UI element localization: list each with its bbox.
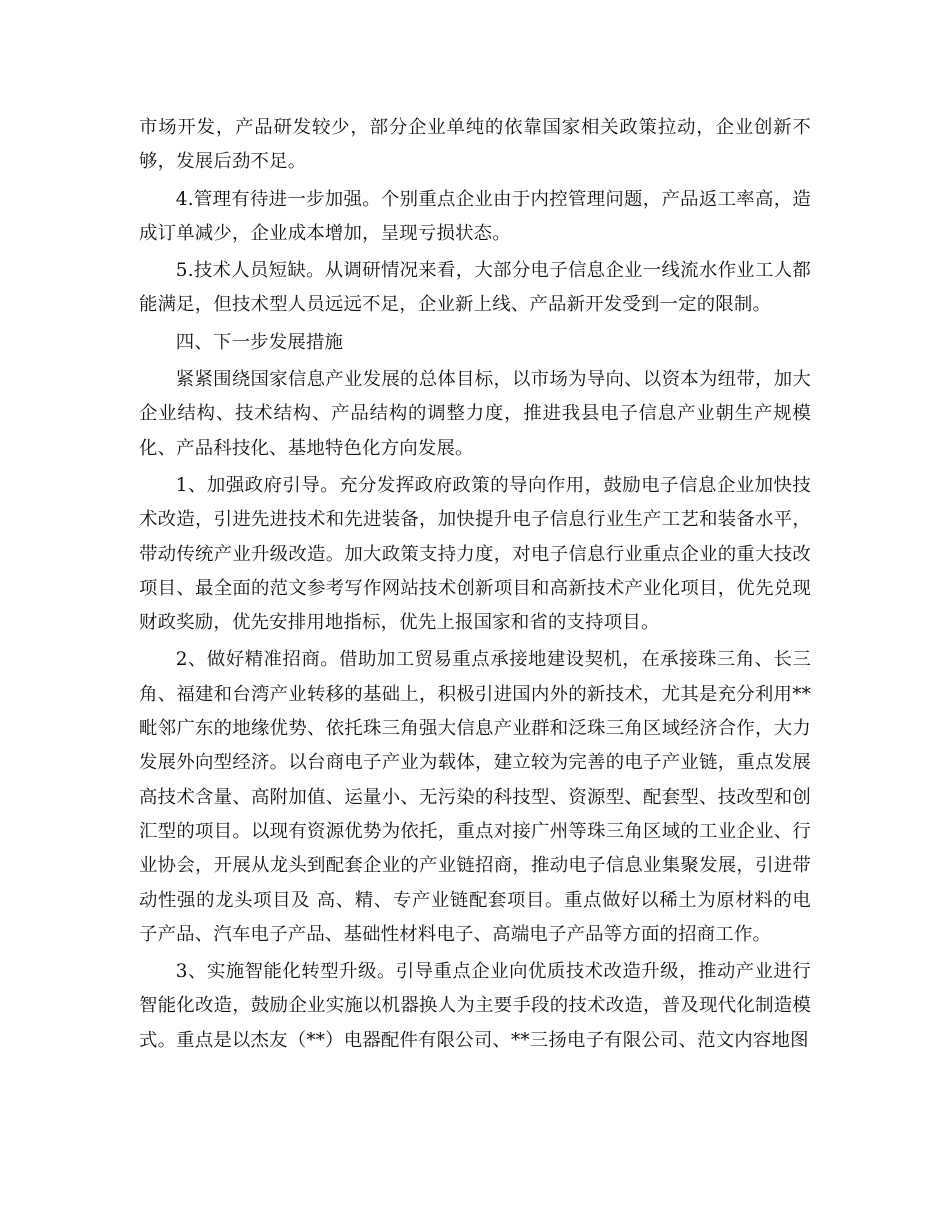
paragraph-overall-goal: 紧紧围绕国家信息产业发展的总体目标，以市场为导向、以资本为纽带，加大企业结构、技术结构、产品结构的调整力度，推进我县电子信息产业朝生产规模化、产品科技化、基地特色化方向发展。 — [139, 369, 811, 459]
paragraph-investment-attraction: 2、做好精准招商。借助加工贸易重点承接地建设契机，在承接珠三角、长三角、福建和台湾产业转移的基础上，积极引进国内外的新技术，尤其是充分利用**毗邻广东的地缘优势、依托珠三角强大信息产业群和泛珠三角区域经济合作，大力发展外向型经济。以台商电子产业为载体，建立较为完善的电子产业链，重点发展高技术含量、高附加值、运量小、无污染的科技型、资源型、配套型、技改型和创汇型的项目。以现有资源优势为依托，重点对接广州等珠三角区域的工业企业、行业协会，开展从龙头到配套企业的产业链招商，推动电子信息业集聚发展，引进带动性强的龙头项目及 高、精、专产业链配套项目。重点做好以稀土为原材料的电子产品、汽车电子产品、基础性材料电子、高端电子产品等方面的招商工作。 — [139, 649, 811, 945]
paragraph-talent-shortage: 5.技术人员短缺。从调研情况来看，大部分电子信息企业一线流水作业工人都能满足，但技术型人员远远不足，企业新上线、产品新开发受到一定的限制。 — [139, 260, 811, 316]
paragraph-management: 4.管理有待进一步加强。个别重点企业由于内控管理问题，产品返工率高，造成订单减少，企业成本增加，呈现亏损状态。 — [139, 188, 811, 244]
section-heading-next-steps: 四、下一步发展措施 — [175, 331, 344, 353]
paragraph-intelligent-upgrade: 3、实施智能化转型升级。引导重点企业向优质技术改造升级，推动产业进行智能化改造，鼓励企业实施以机器换人为主要手段的技术改造，普及现代化制造模式。重点是以杰友（**）电器配件有限公司、**三扬电子有限公司、范文内容地图 — [139, 961, 811, 1051]
document-body — [139, 111, 811, 1058]
paragraph-continuation: 市场开发，产品研发较少，部分企业单纯的依靠国家相关政策拉动，企业创新不够，发展后劲不足。 — [139, 117, 811, 173]
paragraph-government-guidance: 1、加强政府引导。充分发挥政府政策的导向作用，鼓励电子信息企业加快技术改造，引进先进技术和先进装备，加快提升电子信息行业生产工艺和装备水平，带动传统产业升级改造。加大政策支持力度，对电子信息行业重点企业的重大技改项目、最全面的范文参考写作网站技术创新项目和高新技术产业化项目，优先兑现财政奖励，优先安排用地指标，优先上报国家和省的支持项目。 — [139, 474, 811, 634]
